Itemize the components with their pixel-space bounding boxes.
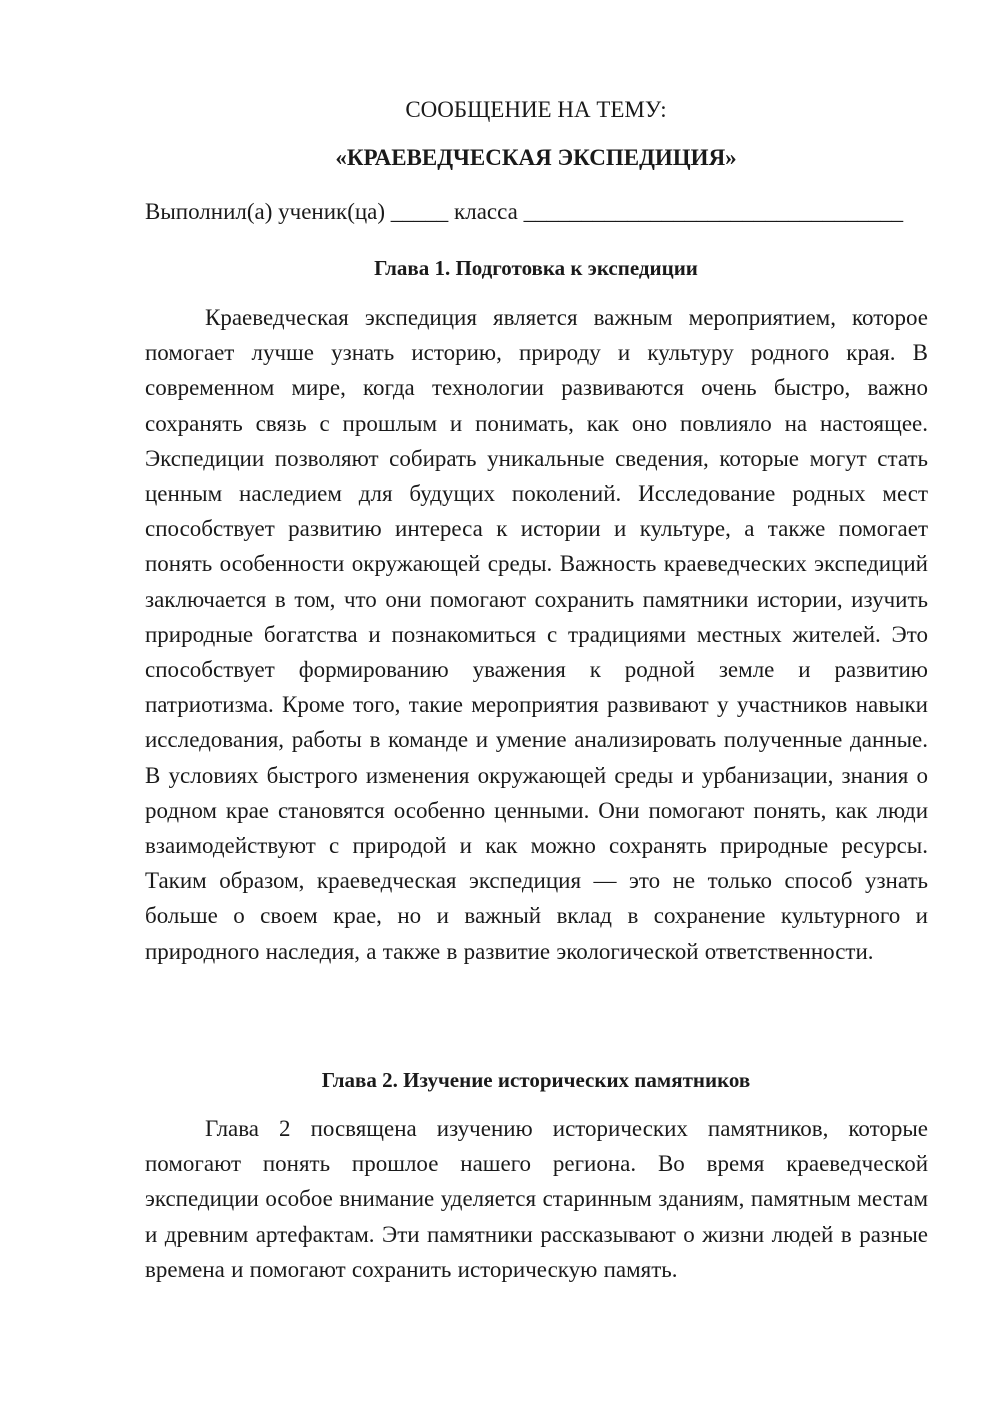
title-line-2: «КРАЕВЕДЧЕСКАЯ ЭКСПЕДИЦИЯ» xyxy=(335,145,737,170)
chapter-1-paragraph: Краеведческая экспедиция является важным мероприятием, которое помогает лучше узнать историю, природу и культуру родного края. В современном мире, когда технологии развиваются очень быстро, важно сохранять связь с прошлым и понимать, как оно повлияло на настоящее. Экспедиции позволяют собирать уникальные сведения, которые могут стать ценным наследием для будущих поколений. Исследование родных мест способствует развитию интереса к истории и культуре, а также помогает понять особенности окружающей среды. Важность краеведческих экспедиций заключается в том, что они помогают сохранить памятники истории, изучить природные богатства и познакомиться с традициями местных жителей. Это способствует формированию уважения к родной земле и развитию патриотизма. Кроме того, такие мероприятия развивают у участников навыки исследования, работы в команде и умение анализировать полученные данные. В условиях быстрого изменения окружающей среды и урбанизации, знания о родном крае становятся особенно ценными. Они помогают понять, как люди взаимодействуют с природой и как можно сохранять природные ресурсы. Таким образом, краеведческая экспедиция — это не только способ узнать больше о своем крае, но и важный вклад в сохранение культурного и природного наследия, а также в развитие экологической ответственности. xyxy=(145,305,928,964)
author-line: Выполнил(а) ученик(ца) _____ класса _________________________________ xyxy=(145,199,904,224)
chapter-2-heading: Глава 2. Изучение исторических памятников xyxy=(321,1068,751,1092)
chapter-1-heading: Глава 1. Подготовка к экспедиции xyxy=(374,256,698,280)
title-line-1: СООБЩЕНИЕ НА ТЕМУ: xyxy=(405,97,667,122)
chapter-2-paragraph: Глава 2 посвящена изучению исторических памятников, которые помогают понять прошлое нашего региона. Во время краеведческой экспедиции особое внимание уделяется старинным зданиям, памятным местам и древним артефактам. Эти памятники рассказывают о жизни людей в разные времена и помогают сохранить историческую память. xyxy=(145,1116,928,1282)
